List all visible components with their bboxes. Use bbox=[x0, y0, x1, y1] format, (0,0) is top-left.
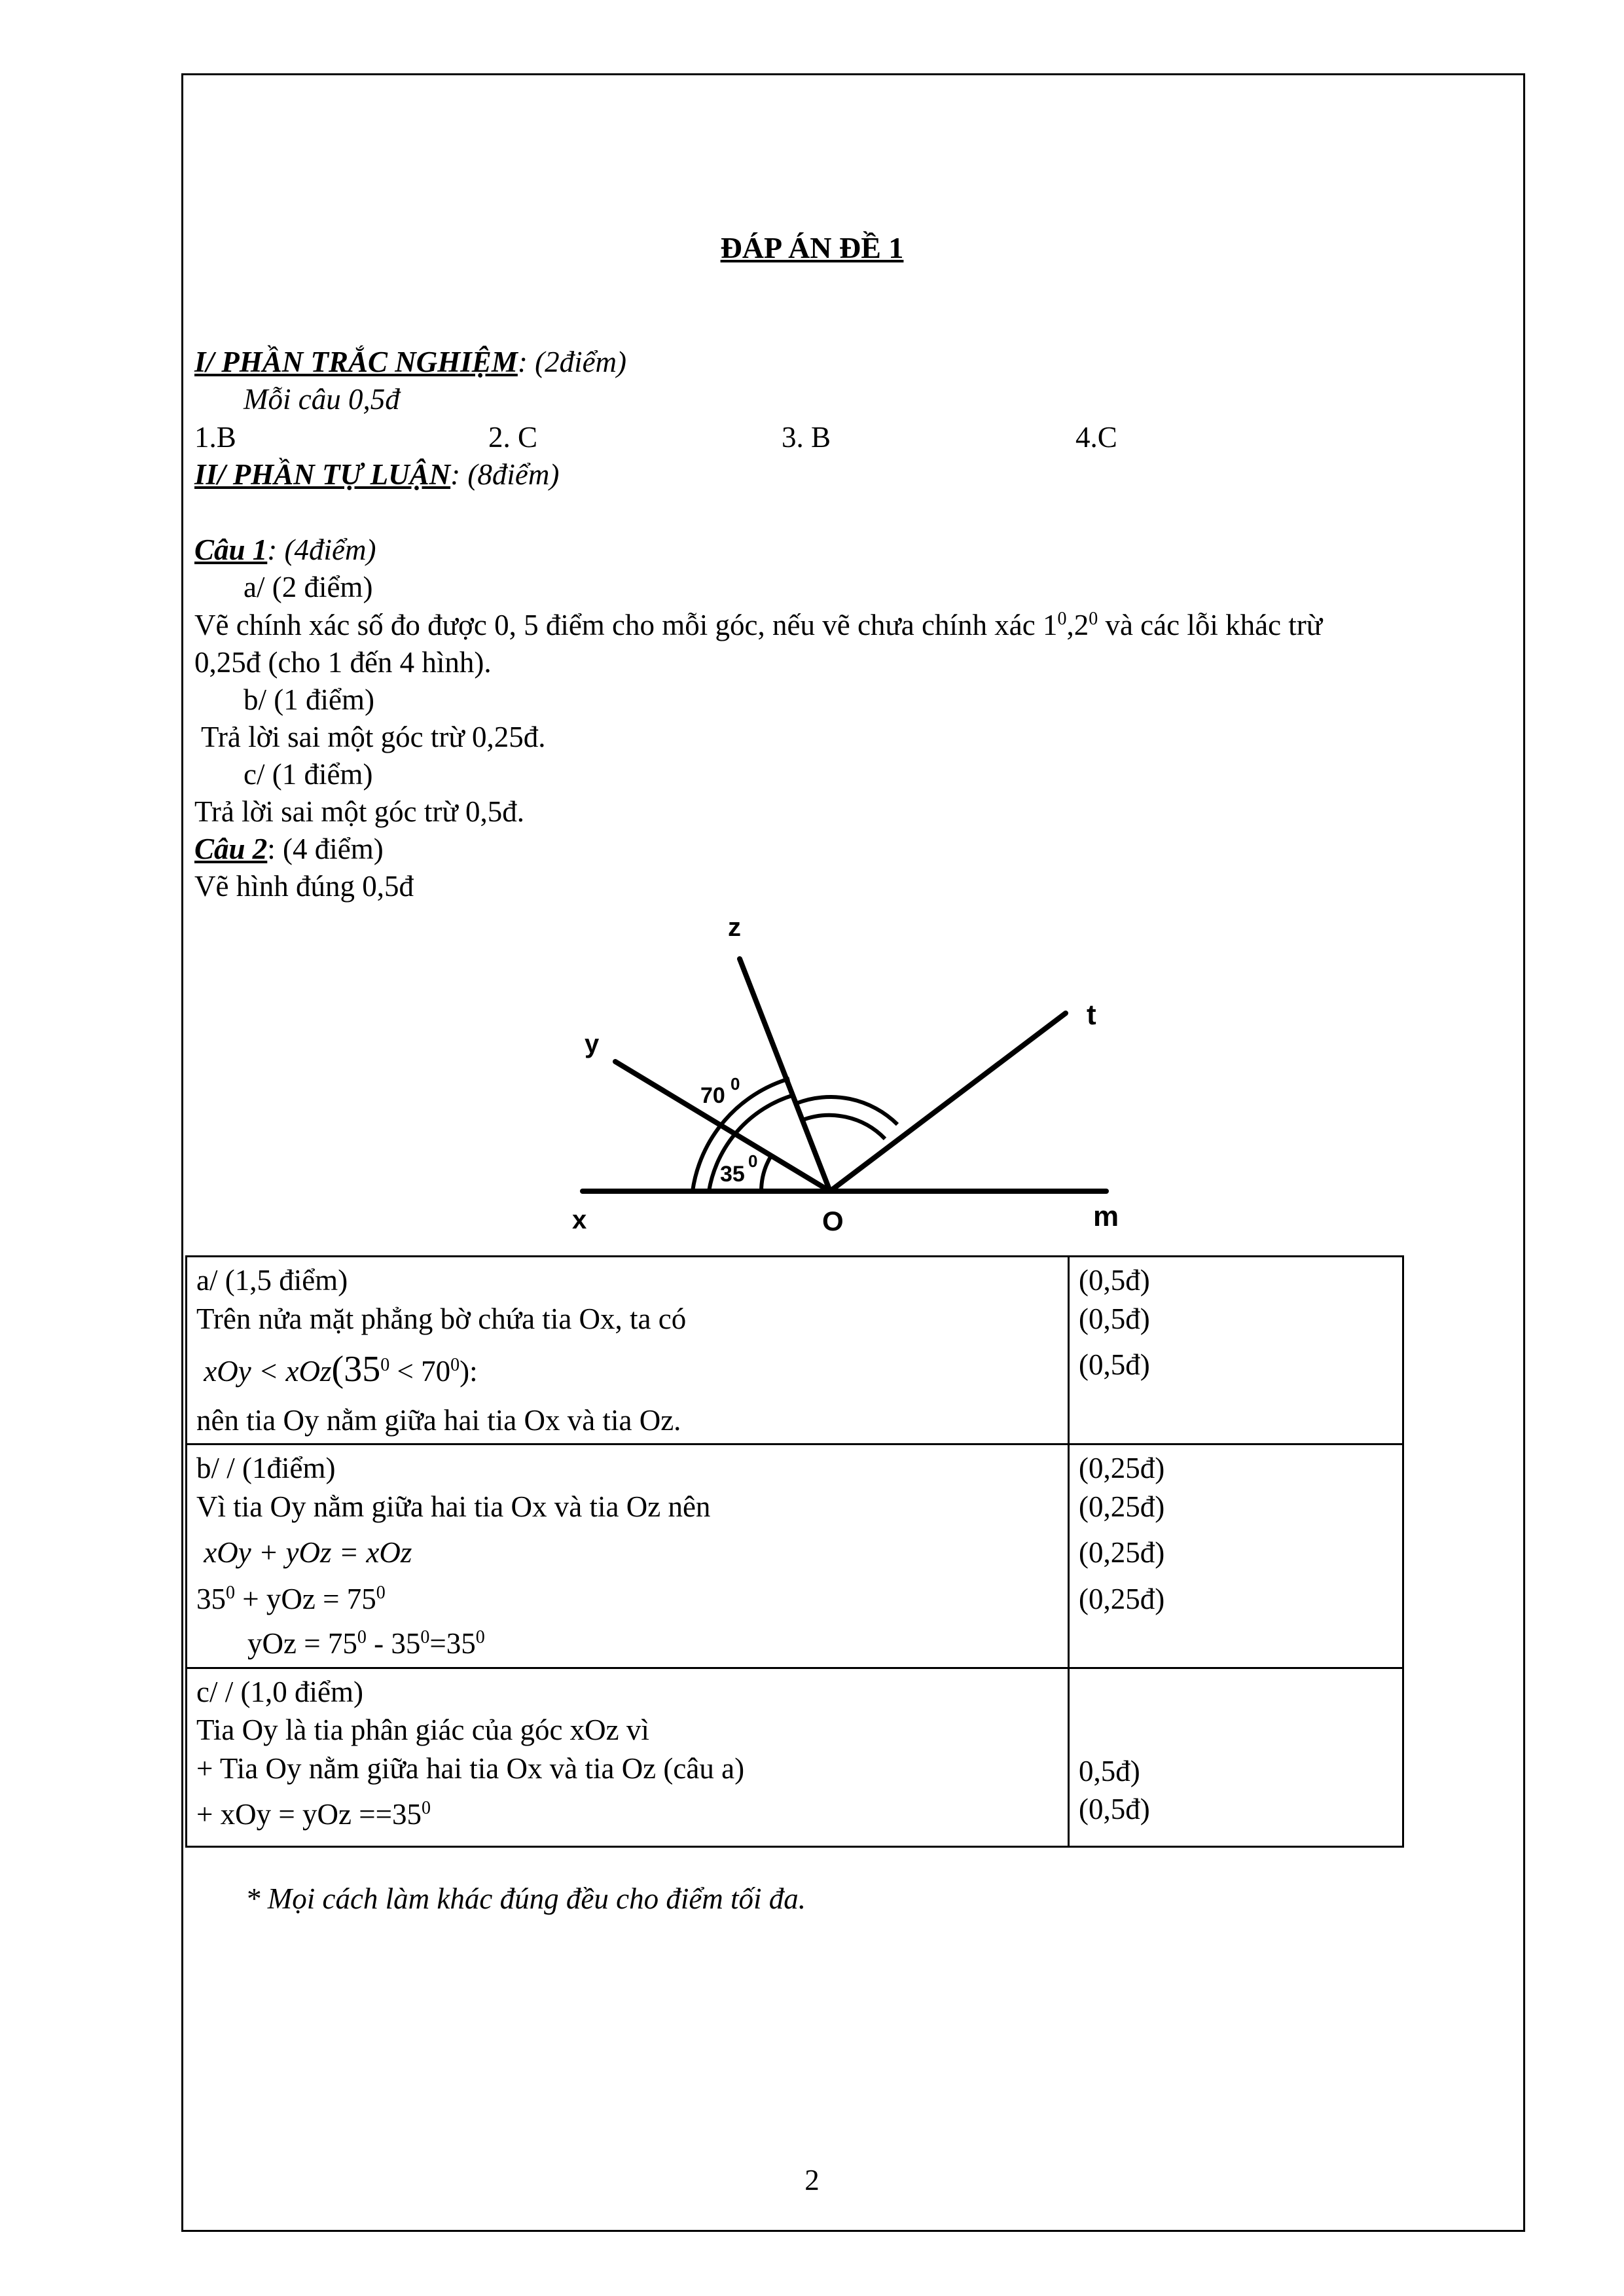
arc-35 bbox=[761, 1156, 771, 1191]
row-a-pts-3: (0,5đ) bbox=[1079, 1348, 1150, 1381]
row-c-line3-text: + xOy = yOz ==35 bbox=[196, 1798, 422, 1831]
arc-zt-outer bbox=[796, 1097, 897, 1124]
row-b-eq2-sup: 0 bbox=[226, 1582, 235, 1603]
cau1-b-label: b/ (1 điểm) bbox=[244, 683, 374, 716]
row-b-pts-3: (0,25đ) bbox=[1079, 1536, 1165, 1570]
row-a-label: a/ (1,5 điểm) bbox=[196, 1264, 348, 1297]
row-a-formula-end: ): bbox=[460, 1355, 478, 1388]
answer-1: 1.B bbox=[194, 421, 236, 454]
row-c-pts-2: (0,5đ) bbox=[1079, 1793, 1150, 1826]
label-x: x bbox=[572, 1206, 587, 1234]
cau2-draw-note: Vẽ hình đúng 0,5đ bbox=[194, 870, 414, 903]
row-b-formula-text: xOy + yOz = xOz bbox=[204, 1536, 412, 1570]
row-c-line3-sup: 0 bbox=[421, 1798, 431, 1819]
row-c-points bbox=[1069, 1668, 1403, 1846]
angle-35-value: 35 bbox=[720, 1162, 745, 1187]
row-a-pts-1: (0,5đ) bbox=[1079, 1264, 1150, 1297]
row-b-eq3-c: =35 bbox=[429, 1627, 476, 1660]
section2-heading: II/ PHẦN TỰ LUẬN bbox=[194, 458, 451, 491]
row-c-line2: + Tia Oy nằm giữa hai tia Ox và tia Oz (câu a) bbox=[196, 1751, 745, 1785]
row-b-eq3-a: yOz = 75 bbox=[247, 1627, 357, 1660]
row-a-sup2: 0 bbox=[450, 1355, 460, 1375]
row-b-content bbox=[187, 1444, 1069, 1668]
section2-points: : (8điểm) bbox=[450, 458, 560, 491]
label-m: m bbox=[1093, 1200, 1119, 1232]
row-b-pts-4: (0,25đ) bbox=[1079, 1582, 1165, 1615]
row-a-formula-left: xOy < xOz bbox=[204, 1355, 332, 1388]
label-t: t bbox=[1087, 999, 1096, 1031]
row-b-line1: Vì tia Oy nằm giữa hai tia Ox và tia Oz nên bbox=[196, 1490, 711, 1523]
row-a-formula bbox=[196, 1338, 1058, 1401]
row-b-label: b/ / (1điểm) bbox=[196, 1452, 336, 1485]
row-b-eq2-b: + yOz = 75 bbox=[235, 1582, 376, 1615]
scoring-table bbox=[185, 1255, 1404, 1848]
row-a-line1: Trên nửa mặt phẳng bờ chứa tia Ox, ta có bbox=[196, 1302, 687, 1335]
row-a-formula-mid: < 70 bbox=[389, 1355, 451, 1388]
answer-4: 4.C bbox=[1075, 421, 1117, 454]
label-z: z bbox=[728, 913, 741, 942]
row-a-points bbox=[1069, 1257, 1403, 1444]
answer-2: 2. C bbox=[488, 421, 538, 454]
cau1-a-text2: 0,25đ (cho 1 đến 4 hình). bbox=[194, 646, 492, 679]
row-b-formula bbox=[196, 1526, 1058, 1580]
cau1-heading: Câu 1 bbox=[194, 533, 268, 566]
section1-points: : (2điểm) bbox=[517, 346, 627, 378]
row-a-content bbox=[187, 1257, 1069, 1444]
row-b-eq3-sup3: 0 bbox=[475, 1627, 485, 1648]
row-b-eq2-sup2: 0 bbox=[376, 1582, 386, 1603]
cau1-a-label: a/ (2 điểm) bbox=[244, 571, 373, 603]
cau1-a-mid: ,2 bbox=[1066, 609, 1089, 641]
cau1-b-text: Trả lời sai một góc trừ 0,25đ. bbox=[201, 721, 546, 753]
angle-70-degree: 0 bbox=[731, 1074, 740, 1094]
page-title: ĐÁP ÁN ĐỀ 1 bbox=[720, 231, 904, 264]
row-a-formula-paren: (35 bbox=[331, 1349, 381, 1390]
section1-note: Mỗi câu 0,5đ bbox=[244, 383, 400, 416]
label-y: y bbox=[585, 1030, 600, 1058]
cau1-a-text1-end: và các lỗi khác trừ bbox=[1098, 609, 1323, 641]
arc-zt-inner bbox=[801, 1115, 885, 1139]
page-number: 2 bbox=[804, 2164, 820, 2197]
row-c-label: c/ / (1,0 điểm) bbox=[196, 1675, 363, 1708]
angle-35-degree: 0 bbox=[748, 1151, 758, 1171]
row-b-eq2-a: 35 bbox=[196, 1582, 226, 1615]
section1-heading: I/ PHẦN TRẮC NGHIỆM bbox=[194, 346, 518, 378]
row-b-points bbox=[1069, 1444, 1403, 1668]
footer-note: * Mọi cách làm khác đúng đều cho điểm tối đa. bbox=[245, 1882, 806, 1915]
row-a-sup1: 0 bbox=[380, 1355, 390, 1375]
row-b-eq3-b: - 35 bbox=[366, 1627, 421, 1660]
table-row-b bbox=[187, 1444, 1403, 1668]
row-c-content bbox=[187, 1668, 1069, 1846]
row-a-line3: nên tia Oy nằm giữa hai tia Ox và tia Oz. bbox=[196, 1403, 681, 1437]
row-b-eq3 bbox=[196, 1618, 1058, 1663]
row-b-eq3-sup1: 0 bbox=[357, 1627, 367, 1648]
answer-3: 3. B bbox=[782, 421, 831, 454]
row-c-line1: Tia Oy là tia phân giác của góc xOz vì bbox=[196, 1713, 649, 1747]
label-o: O bbox=[822, 1206, 844, 1236]
cau1-c-text: Trả lời sai một góc trừ 0,5đ. bbox=[194, 795, 525, 828]
cau1-a-sup2: 0 bbox=[1089, 609, 1098, 629]
row-b-eq3-sup2: 0 bbox=[420, 1627, 430, 1648]
row-b-pts-1: (0,25đ) bbox=[1079, 1452, 1165, 1485]
cau2-heading: Câu 2 bbox=[194, 833, 268, 865]
table-row-c bbox=[187, 1668, 1403, 1846]
cau1-c-label: c/ (1 điểm) bbox=[244, 758, 373, 791]
cau1-points: : (4điểm) bbox=[267, 533, 376, 566]
table-row-a bbox=[187, 1257, 1403, 1444]
angle-70-value: 70 bbox=[700, 1083, 725, 1108]
row-b-eq2 bbox=[196, 1580, 1058, 1619]
row-c-line3 bbox=[196, 1787, 1058, 1842]
row-b-pts-2: (0,25đ) bbox=[1079, 1490, 1165, 1523]
cau1-a-text1-part1: Vẽ chính xác số đo được 0, 5 điểm cho mỗi góc, nếu vẽ chưa chính xác 1 bbox=[194, 609, 1058, 641]
row-a-pts-2: (0,5đ) bbox=[1079, 1302, 1150, 1335]
cau1-a-sup1: 0 bbox=[1057, 609, 1067, 629]
cau2-points: : (4 điểm) bbox=[267, 833, 384, 865]
row-c-pts-1: 0,5đ) bbox=[1079, 1754, 1140, 1787]
